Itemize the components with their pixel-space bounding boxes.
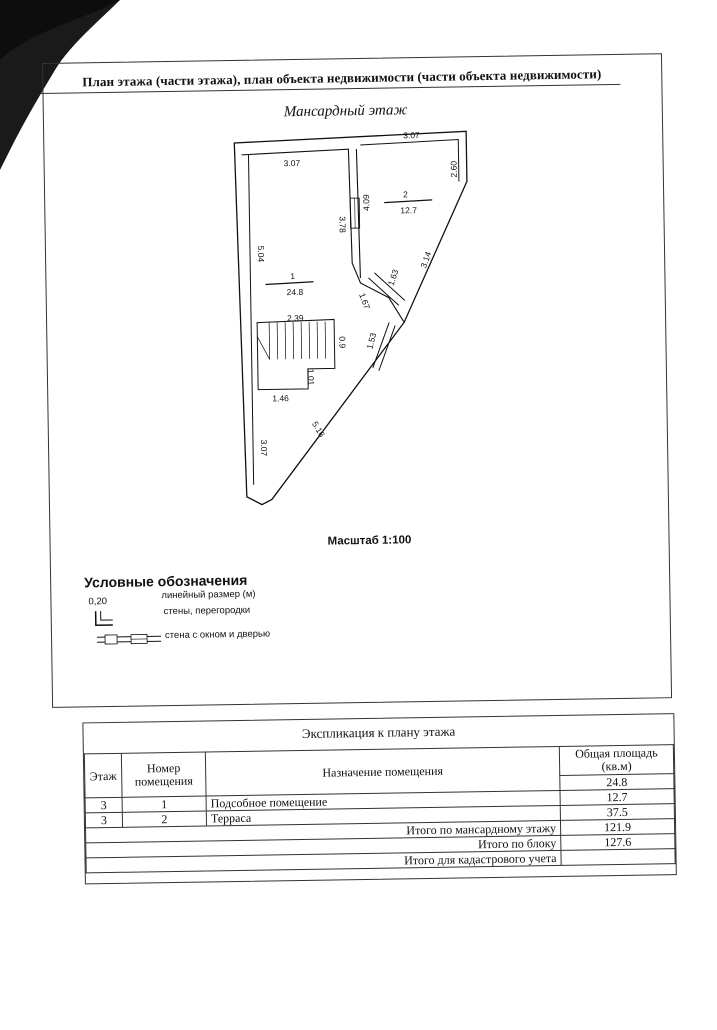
dim-door-a: 1.63	[386, 268, 401, 287]
legend-value-sample: 0,20	[88, 596, 107, 607]
header-purpose: Назначение помещения	[205, 746, 560, 796]
legend-linear-dim: линейный размер (м)	[161, 589, 255, 601]
explication-table	[82, 713, 676, 884]
scale-label: Масштаб 1:100	[327, 534, 411, 547]
dim-stair-width: 2.39	[287, 313, 304, 323]
dim-partition-left: 3.78	[337, 216, 347, 233]
plan-title: План этажа (части этажа), план объекта недвижимости (части объекта недвижимости)	[82, 66, 601, 90]
floor-plan-drawing	[226, 121, 482, 525]
dim-room2-right: 2.60	[449, 161, 459, 178]
cell-purpose: Подсобное помещение	[206, 790, 560, 811]
room1-wall	[241, 148, 404, 324]
cell-floor: 3	[85, 812, 122, 828]
stair-steps	[257, 322, 326, 360]
room1-number: 1	[290, 271, 295, 281]
room1-area: 24.8	[287, 287, 304, 297]
header-floor: Этаж	[84, 753, 122, 798]
dim-left-wall: 5.04	[256, 246, 266, 263]
dim-room2-top: 3.07	[403, 130, 420, 140]
cell-floor: 3	[85, 797, 122, 813]
cell-area: 37.5	[560, 804, 674, 821]
stair-block	[257, 319, 335, 389]
dim-stair-side: 1.01	[306, 369, 316, 386]
room2-marker	[384, 200, 432, 203]
total-value	[561, 849, 675, 866]
wall-symbol	[93, 610, 123, 630]
cell-purpose: Терраса	[206, 805, 560, 826]
room2-wall	[360, 139, 459, 183]
room2-area: 12.7	[400, 205, 417, 215]
total-value: 121.9	[560, 819, 674, 836]
floor-name: Мансардный этаж	[284, 102, 408, 121]
cell-area: 12.7	[560, 789, 674, 806]
dim-door-b: 1.67	[357, 291, 372, 310]
diagonal-door	[368, 272, 405, 306]
dim-diagonal-right: 3.14	[418, 250, 433, 269]
dim-lower-left: 3.07	[259, 439, 269, 456]
cell-room-no: 1	[122, 796, 206, 812]
lower-door	[372, 322, 396, 370]
total-label: Итого для кадастрового учета	[86, 850, 561, 872]
legend-walls: стены, перегородки	[164, 605, 251, 617]
dim-door-lower: 1.53	[364, 331, 378, 350]
dim-stair-height: 0.9	[337, 336, 347, 348]
header-area: Общая площадь (кв.м)	[559, 745, 673, 776]
room1-marker	[265, 282, 313, 285]
dim-partition-right: 4.09	[361, 194, 371, 211]
cell-room-no: 2	[122, 811, 206, 827]
total-label: Итого по блоку	[86, 835, 561, 857]
dim-room1-top: 3.07	[284, 158, 301, 168]
cell-area: 24.8	[560, 774, 674, 791]
room2-number: 2	[403, 189, 408, 199]
dim-stair-bottom: 1.46	[272, 393, 289, 403]
header-room-no: Номер помещения	[121, 752, 206, 797]
total-label: Итого по мансардному этажу	[86, 820, 561, 842]
legend-wall-window-door: стена с окном и дверью	[165, 628, 270, 641]
explication-title: Экспликация к плану этажа	[83, 720, 673, 745]
dim-long-diagonal: 5.16	[310, 419, 327, 439]
legend-title: Условные обозначения	[84, 572, 247, 591]
room1-left-wall	[248, 155, 253, 485]
wall-window-door-symbol	[95, 628, 165, 649]
total-value: 127.6	[561, 834, 675, 851]
